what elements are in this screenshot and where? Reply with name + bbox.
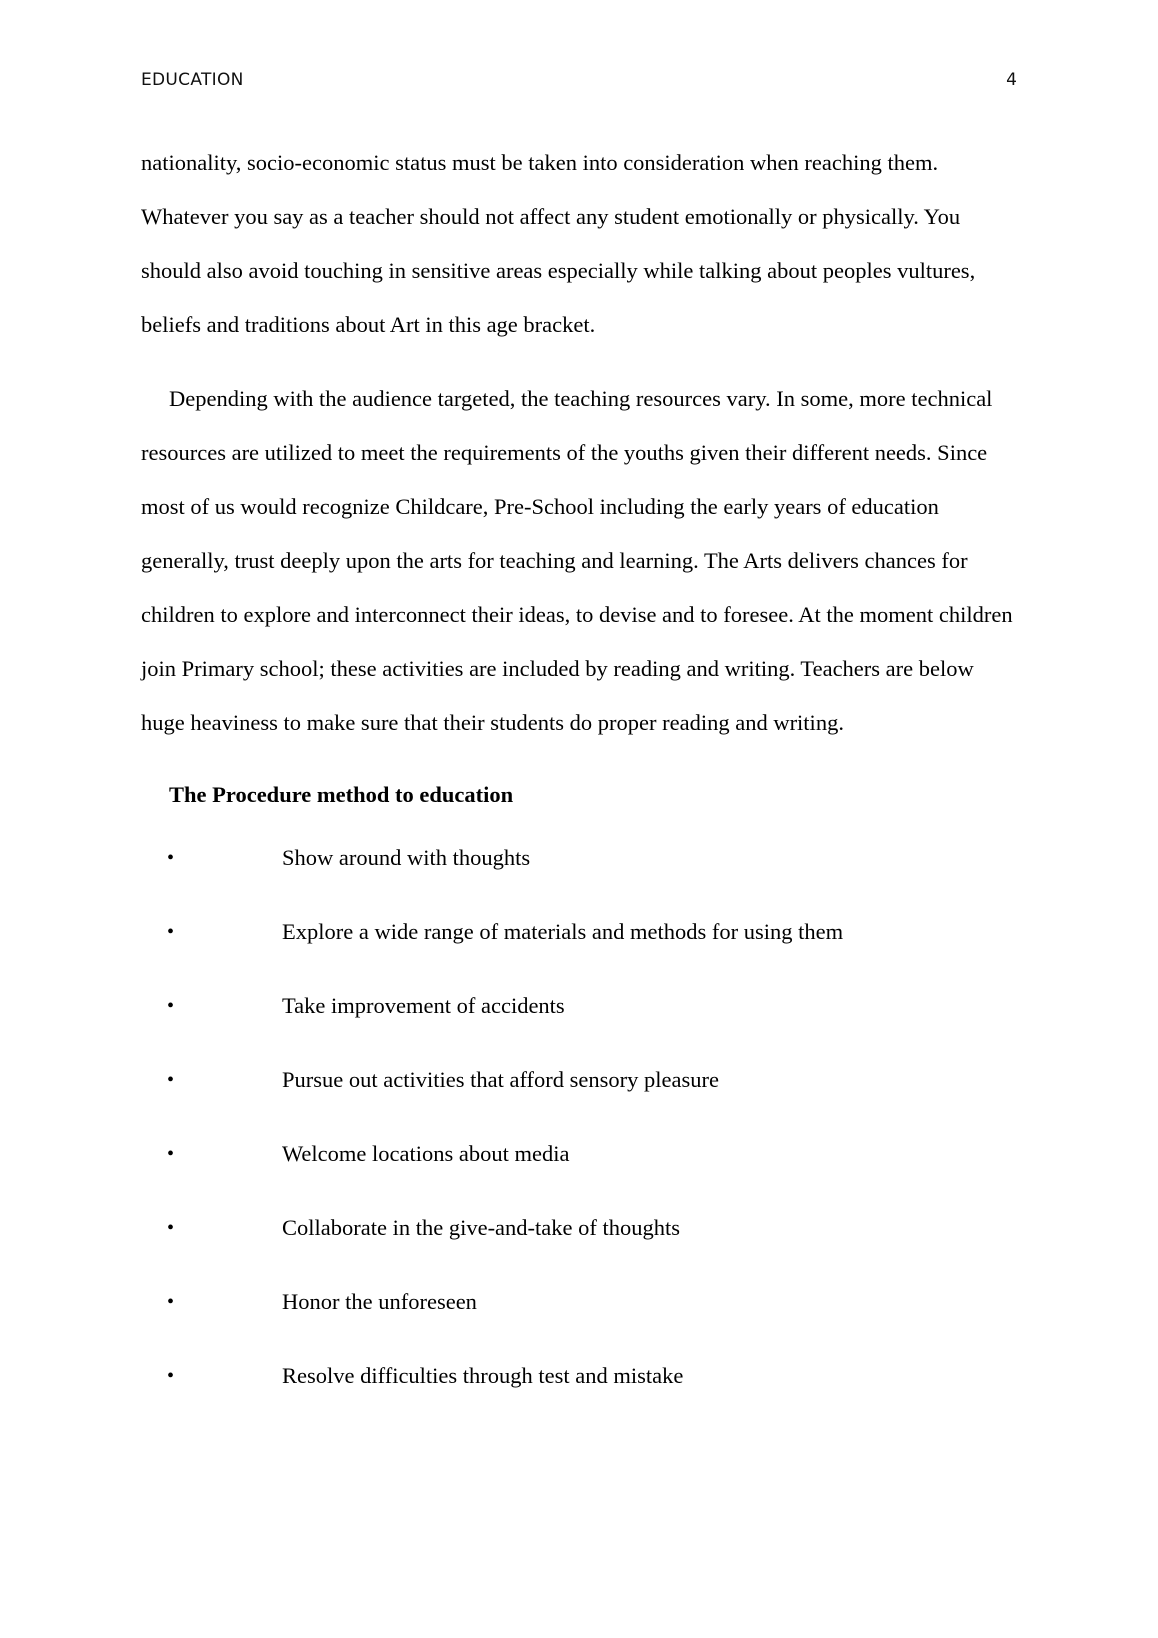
document-body xyxy=(141,136,1021,1433)
bullet-icon: • xyxy=(167,847,175,869)
bullet-icon: • xyxy=(167,1069,175,1091)
procedure-list xyxy=(141,841,1021,1433)
bullet-icon: • xyxy=(167,1217,175,1239)
section-heading: The Procedure method to education xyxy=(169,782,514,807)
paragraph-continuation: nationality, socio-economic status must be taken into consideration when reaching them. Whatever you say as a teacher should not affect any student emotionally or physically. You should also avoid touching in sensitive areas especially while talking about peoples vultures, beliefs and traditions about Art in this age bracket. xyxy=(141,150,976,337)
bullet-icon: • xyxy=(167,995,175,1017)
list-item xyxy=(141,1137,1021,1211)
bullet-icon: • xyxy=(167,921,175,943)
bullet-icon: • xyxy=(167,1143,175,1165)
page-number: 4 xyxy=(1006,70,1017,90)
list-item-text: Explore a wide range of materials and methods for using them xyxy=(282,919,844,944)
page-header xyxy=(141,70,1017,94)
list-item-text: Show around with thoughts xyxy=(282,845,531,870)
list-item xyxy=(141,1359,1021,1433)
list-item-text: Honor the unforeseen xyxy=(282,1289,477,1314)
list-item xyxy=(141,989,1021,1063)
list-item-text: Collaborate in the give-and-take of thoughts xyxy=(282,1215,681,1240)
list-item xyxy=(141,1063,1021,1137)
paragraph-resources: Depending with the audience targeted, the teaching resources vary. In some, more technical resources are utilized to meet the requirements of the youths given their different needs. Since most of us would recognize Childcare, Pre-School including the early years of education generally, trust deeply upon the arts for teaching and learning. The Arts delivers chances for children to explore and interconnect their ideas, to devise and to foresee. At the moment children join Primary school; these activities are included by reading and writing. Teachers are below huge heaviness to make sure that their students do proper reading and writing. xyxy=(141,386,1013,735)
running-head: EDUCATION xyxy=(141,70,244,90)
list-item xyxy=(141,915,1021,989)
bullet-icon: • xyxy=(167,1365,175,1387)
bullet-icon: • xyxy=(167,1291,175,1313)
list-item-text: Welcome locations about media xyxy=(282,1141,570,1166)
list-item-text: Take improvement of accidents xyxy=(282,993,565,1018)
list-item xyxy=(141,841,1021,915)
list-item xyxy=(141,1211,1021,1285)
list-item-text: Pursue out activities that afford sensory pleasure xyxy=(282,1067,719,1092)
list-item-text: Resolve difficulties through test and mistake xyxy=(282,1363,684,1388)
list-item xyxy=(141,1285,1021,1359)
